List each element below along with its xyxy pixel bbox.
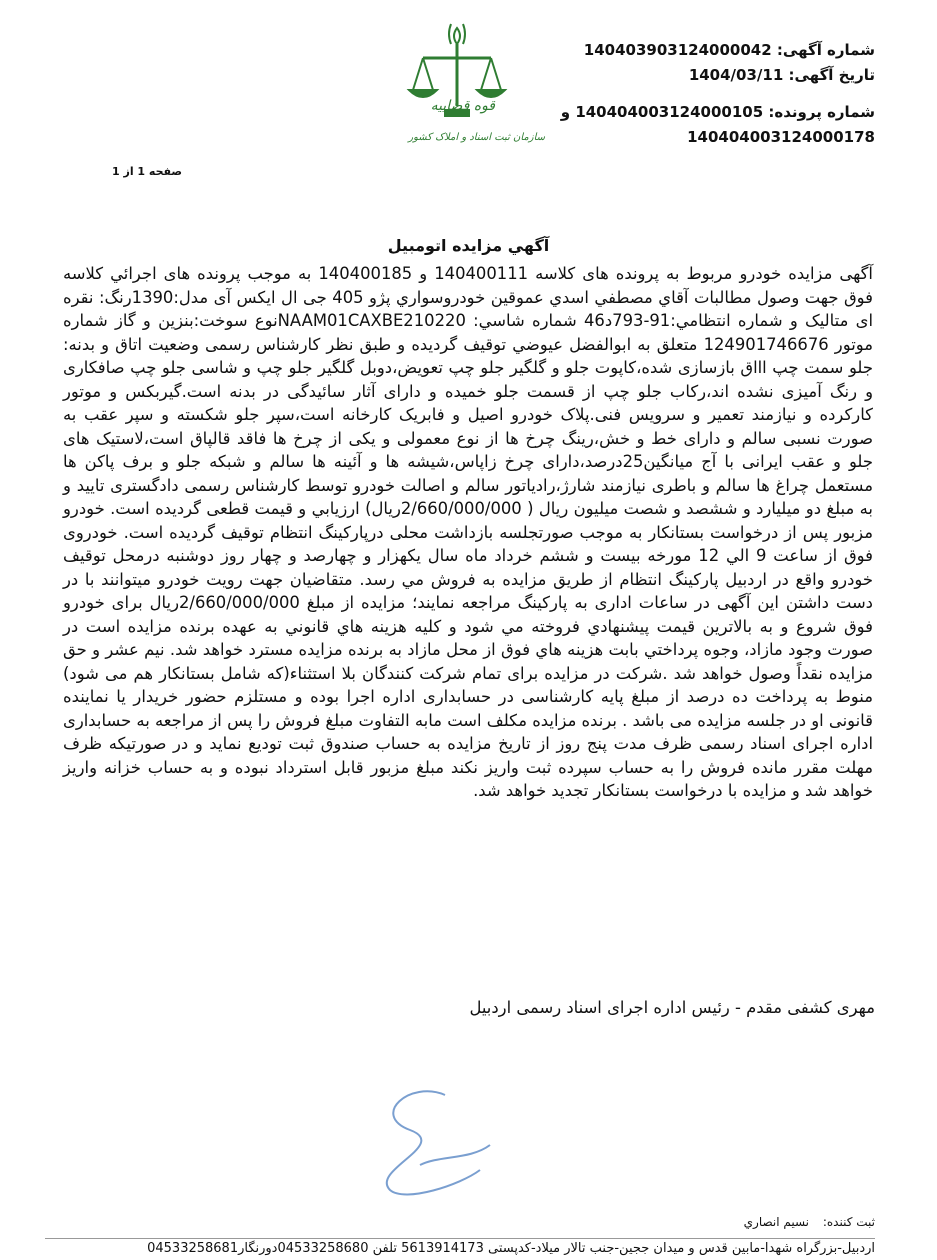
- ad-number: شماره آگهی: 140403903124000042: [583, 41, 875, 59]
- emblem-text-2: سازمان ثبت اسناد و املاک کشور: [408, 132, 545, 143]
- document-body: [63, 262, 873, 803]
- handwritten-signature: [350, 1075, 500, 1205]
- ad-header-info: [560, 38, 875, 150]
- recorder-name: نسیم انصاري: [743, 1215, 810, 1229]
- case-number-line1: شماره پرونده: 140404003124000105 و: [560, 103, 875, 121]
- body-paragraph: آگهی مزایده خودرو مربوط به پرونده های کلاسه 140400111 و 140400185 به موجب پرونده های اجرائي کلاسه فوق جهت وصول مطالبات آقاي مصطفي اسدي عموقين خودروسواري پژو 405 جی ال ایکس آی مدل:1390رنگ: نقره ای متالیک و شماره انتظامي:91-793د46 شماره شاسي: NAAM01CAXBE210220نوع سوخت:بنزین و گاز شماره موتور 124901746676 متعلق به ابوالفضل عیوضي توقیف گردیده و طبق نظر کارشناس رسمی وضعیت اتاق و بدنه: جلو سمت چپ اااق بازسازی شده،کاپوت جلو و گلگیر جلو چپ تعویض،دوبل گلگیر جلو چپ و شاسی جلو چپ صافکاری و رنگ آمیزی نشده اند،رکاب جلو چپ از قسمت جلو خمیده و دارای آثار سائیدگی در بدنه است.گیربکس و موتور کارکرده و نیازمند تعمیر و سرویس فنی.پلاک خودرو اصیل و فابریک کارخانه است،سپر جلو شکسته و سپر عقب به صورت نسبی سالم و دارای خط و خش،رینگ چرخ ها از نوع معمولی و یکی از چرخ ها فاقد قالپاق است،لاستیک های جلو و عقب ایرانی با آج میانگین25درصد،دارای چرخ زاپاس،شیشه ها و آئینه ها سالم و شبکه جلو و برف پاکن ها مستعمل چراغ ها سالم و باطری نیازمند شارژ،رادیاتور سالم و اصالت خودرو توسط کارشناس رسمی دادگستری تایید و به مبلغ دو میلیارد و ششصد و شصت میلیون ریال ( 2/660/000/000ریال) ارزیابي و قیمت قطعی گردیده است. خودرو مزبور پس از درخواست بستانکار به موجب صورتجلسه بازداشت محلی درپارکینگ انتظام توقیف گردیده است. خودروی فوق از ساعت 9 الي 12 مورخه بیست و ششم خرداد ماه سال یکهزار و چهارصد و چهار روز دوشنبه درمحل توقیف خودرو واقع در اردبیل پارکینگ انتظام از طریق مزایده به فروش مي رسد. متقاضیان جهت رویت خودرو میتوانند با در دست داشتن این آگهی در ساعات اداری به پارکینگ مراجعه نمایند؛ مزایده از مبلغ 2/660/000/000ریال برای خودرو فوق شروع و به بالاترین قیمت پیشنهادي فروخته مي شود و کلیه هزینه هاي قانوني به عهده برنده مزایده است در صورت وجود مازاد، وجوه پرداختي بابت هزینه هاي فوق از محل مازاد به برنده مزایده مسترد خواهد شد. نیم عشر و حق مزایده نقداً وصول خواهد شد .شرکت در مزایده برای تمام شرکت کنندگان بلا استثناء(که شامل بستانکار هم می شود) منوط به پرداخت ده درصد از مبلغ پایه کارشناسی در حسابداری اداره اجرا بوده و مستلزم حضور خریدار یا نماینده قانونی او در جلسه مزایده می باشد . برنده مزایده مکلف است مابه التفاوت مبلغ فروش را پس از مراجعه به حسابداری اداره اجرای اسناد رسمی ظرف مدت پنج روز از تاریخ مزایده به حساب صندوق ثبت توديع نماید و در صورتیکه ظرف مهلت مقرر مانده فروش را به حساب سپرده ثبت واریز نکند مبلغ مزبور قابل استرداد نبوده و به حساب خزانه واریز خواهد شد و مزایده با درخواست بستانکار تجدید خواهد شد.: [63, 264, 874, 800]
- recorder-label: ثبت کننده:: [822, 1215, 875, 1229]
- judiciary-emblem: [395, 10, 555, 160]
- signer-line: مهری کشفی مقدم - رئیس اداره اجرای اسناد رسمی اردبیل: [469, 998, 875, 1017]
- emblem-text-1: قوه قضاییه: [430, 98, 495, 114]
- recorder-info: [734, 1215, 875, 1229]
- page-number: صفحه 1 از 1: [112, 165, 183, 178]
- document-title: آگهي مزايده اتومبيل: [387, 236, 550, 255]
- footer-address: اردبیل-بزرگراه شهدا-مابین قدس و میدان ججین-جنب تالار میلاد-کدپستی 5613914173 تلفن 04533258680دورنگار04533258681: [45, 1238, 875, 1256]
- ad-date: تاریخ آگهی: 1404/03/11: [688, 66, 875, 84]
- case-number-line2: 140404003124000178: [687, 128, 875, 146]
